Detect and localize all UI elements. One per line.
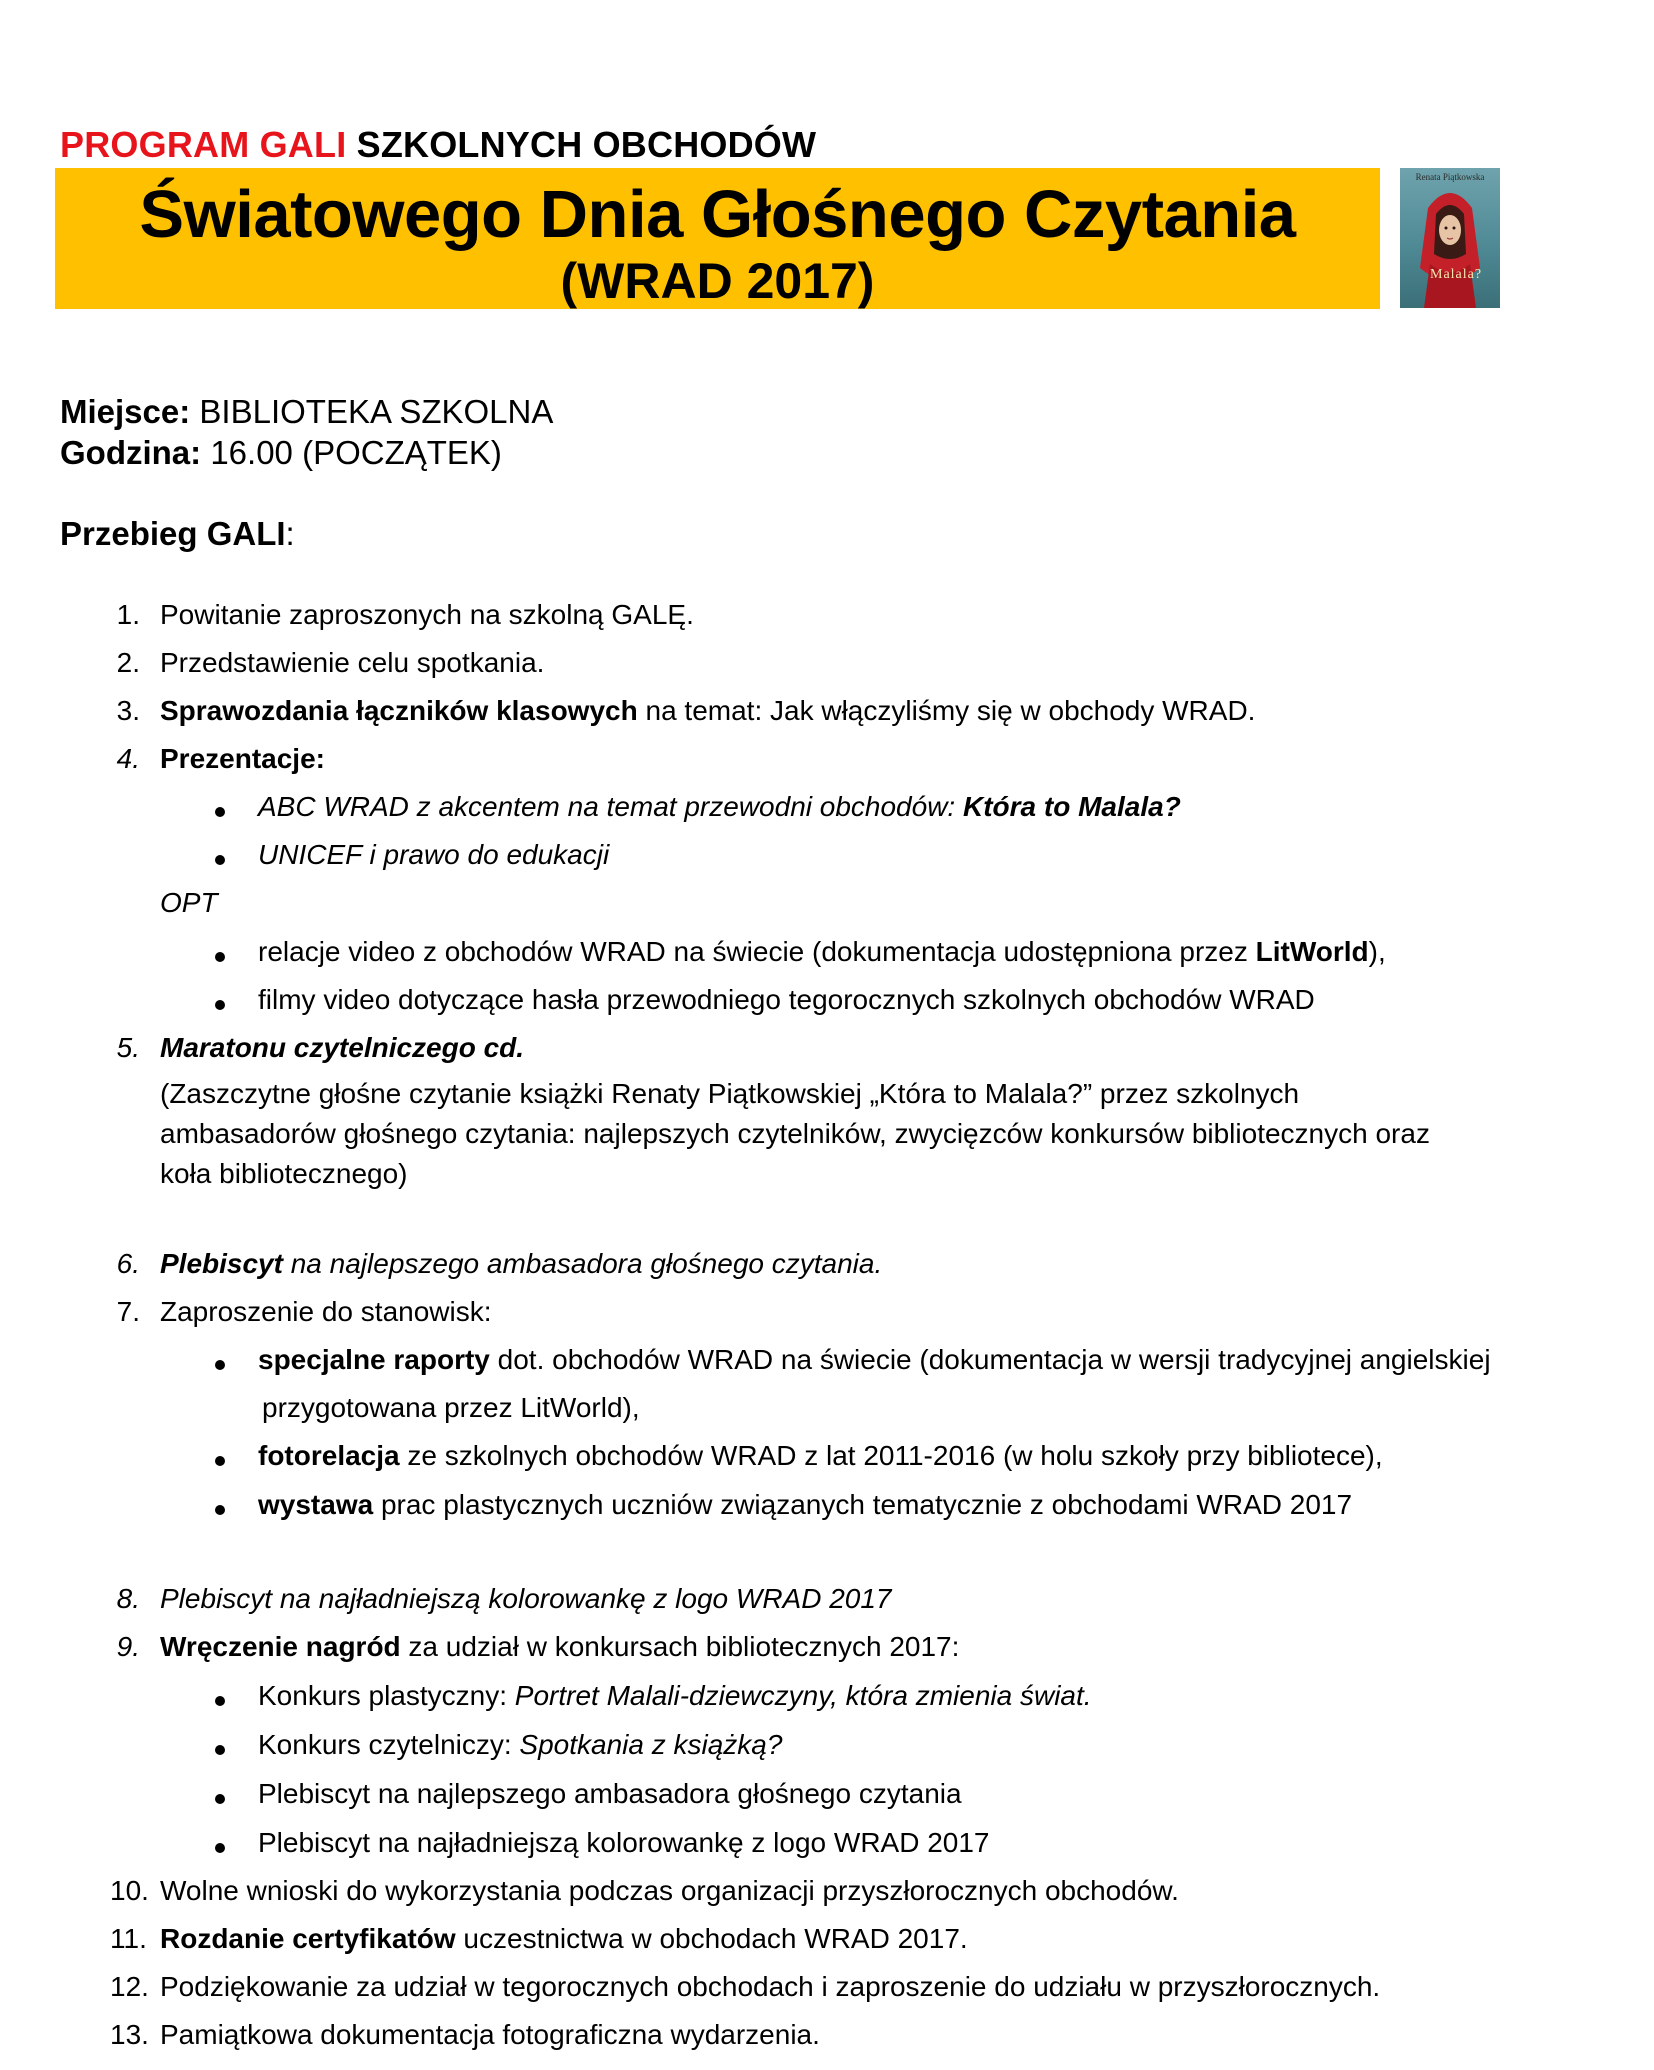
book-cover-author: Renata Piątkowska [1415,172,1485,182]
bullet-item: UNICEF i prawo do edukacji [258,839,610,870]
bullet-dot [215,807,225,817]
place-line [60,393,553,431]
list-item: Podziękowanie za udział w tegorocznych obchodach i zaproszenie do udziału w przyszłorocznych. [160,1971,1381,2002]
list-item [160,695,1255,727]
list-item [160,1923,968,1955]
bullet-dot [215,1696,225,1706]
bullet-item [258,1440,1383,1472]
book-cover-illustration [1400,168,1500,308]
list-item [160,1631,959,1663]
bullet-dot [215,1000,225,1010]
list-number: 5. [116,1032,140,1063]
time-label: Godzina: [60,434,202,471]
bullet-text: relacje video z obchodów WRAD na świecie (dokumentacja udostępniona przez [258,936,1256,967]
list-item-text: uczestnictwa w obchodach WRAD 2017. [455,1923,968,1954]
bullet-dot [215,1360,225,1370]
bullet-text: Konkurs plastyczny: [258,1680,515,1711]
bullet-bold: specjalne raporty [258,1344,490,1375]
bullet-text-end: ), [1368,936,1386,967]
bullet-bold: fotorelacja [258,1440,400,1471]
list-number: 13. [110,2019,149,2050]
bullet-item [258,1729,782,1761]
bullet-text: dot. obchodów WRAD na świecie (dokumentacja w wersji tradycyjnej angielskiej [489,1344,1491,1375]
bullet-dot [215,1745,225,1755]
bullet-item [258,791,1181,823]
list-number: 9. [116,1631,140,1662]
list-item-text: na temat: Jak włączyliśmy się w obchody WRAD. [637,695,1256,726]
title-main: Światowego Dnia Głośnego Czytania [139,177,1296,252]
list-item: Pamiątkowa dokumentacja fotograficzna wydarzenia. [160,2019,820,2050]
time-line [60,434,502,472]
bullet-bold: Która to Malala? [962,791,1181,822]
bullet-item [258,1344,1491,1376]
list-item [160,1248,882,1280]
time-value: 16.00 (POCZĄTEK) [210,434,502,471]
list-number: 3. [116,695,140,726]
title-band [55,168,1380,309]
bullet-italic: Spotkania z książką? [519,1729,783,1760]
paragraph-line: ambasadorów głośnego czytania: najlepszych czytelników, zwycięzców konkursów bibliotecznych oraz [160,1118,1430,1149]
program-header-black: SZKOLNYCH OBCHODÓW [356,124,817,165]
bullet-italic: Portret Malali-dziewczyny, która zmienia świat. [514,1680,1092,1711]
bullet-item: Plebiscyt na najładniejszą kolorowankę z logo WRAD 2017 [258,1827,990,1858]
book-cover-title: Malala? [1430,267,1483,282]
program-header [60,124,816,166]
list-number: 10. [110,1875,149,1906]
paragraph-line: koła bibliotecznego) [160,1158,408,1189]
list-item-text: za udział w konkursach bibliotecznych 2017: [400,1631,960,1662]
place-label: Miejsce: [60,393,191,430]
list-number: 11. [110,1923,147,1954]
list-item-text: na najlepszego ambasadora głośnego czytania. [282,1248,883,1279]
list-item-bold: Prezentacje: [160,743,325,774]
bullet-dot [215,1843,225,1853]
list-item: Powitanie zaproszonych na szkolną GALĘ. [160,599,694,630]
paragraph-line: (Zaszczytne głośne czytanie książki Renaty Piątkowskiej „Która to Malala?” przez szkolnych [160,1078,1300,1109]
bullet-item: filmy video dotyczące hasła przewodniego tegorocznych szkolnych obchodów WRAD [258,984,1315,1015]
list-item-bold: Plebiscyt [160,1248,283,1279]
list-item [160,1032,524,1064]
bullet-item: Plebiscyt na najlepszego ambasadora głośnego czytania [258,1778,962,1809]
opt-label: OPT [160,887,218,918]
bullet-text: prac plastycznych uczniów związanych tematycznie z obchodami WRAD 2017 [373,1489,1353,1520]
list-number: 4. [116,743,140,774]
list-number: 2. [116,647,140,678]
bullet-continuation: przygotowana przez LitWorld), [262,1392,640,1423]
title-sub: (WRAD 2017) [560,253,875,309]
list-item-bold: Rozdanie certyfikatów [160,1923,456,1954]
list-item: Zaproszenie do stanowisk: [160,1296,492,1327]
bullet-text: Konkurs czytelniczy: [258,1729,520,1760]
bullet-item [258,1489,1352,1521]
bullet-dot [215,1456,225,1466]
bullet-bold: LitWorld [1255,936,1369,967]
bullet-dot [215,855,225,865]
list-item-bold: Wręczenie nagród [160,1631,401,1662]
bullet-text: ze szkolnych obchodów WRAD z lat 2011-2016 (w holu szkoły przy bibliotece), [399,1440,1383,1471]
bullet-text: ABC WRAD z akcentem na temat przewodni obchodów: [258,791,963,822]
list-number: 6. [116,1248,140,1279]
list-number: 7. [116,1296,140,1327]
section-title-text: Przebieg GALI [60,515,286,552]
bullet-dot [215,1505,225,1515]
list-item: Wolne wnioski do wykorzystania podczas organizacji przyszłorocznych obchodów. [160,1875,1179,1906]
bullet-dot [215,952,225,962]
list-item: Plebiscyt na najładniejszą kolorowankę z logo WRAD 2017 [160,1583,892,1614]
place-value: BIBLIOTEKA SZKOLNA [199,393,554,430]
bullet-bold: wystawa [258,1489,374,1520]
list-item-bold: Sprawozdania łączników klasowych [160,695,638,726]
list-number: 8. [116,1583,140,1614]
bullet-dot [215,1794,225,1804]
list-number: 1. [116,599,140,630]
list-item-bold: Maratonu czytelniczego cd. [160,1032,525,1063]
bullet-item [258,1680,1092,1712]
bullet-item [258,936,1386,968]
list-item: Przedstawienie celu spotkania. [160,647,545,678]
list-number: 12. [110,1971,149,2002]
book-cover-image [1400,168,1500,308]
list-item [160,743,325,775]
section-title-colon: : [285,515,295,552]
program-header-red: PROGRAM GALI [60,124,347,165]
section-title [60,515,295,553]
